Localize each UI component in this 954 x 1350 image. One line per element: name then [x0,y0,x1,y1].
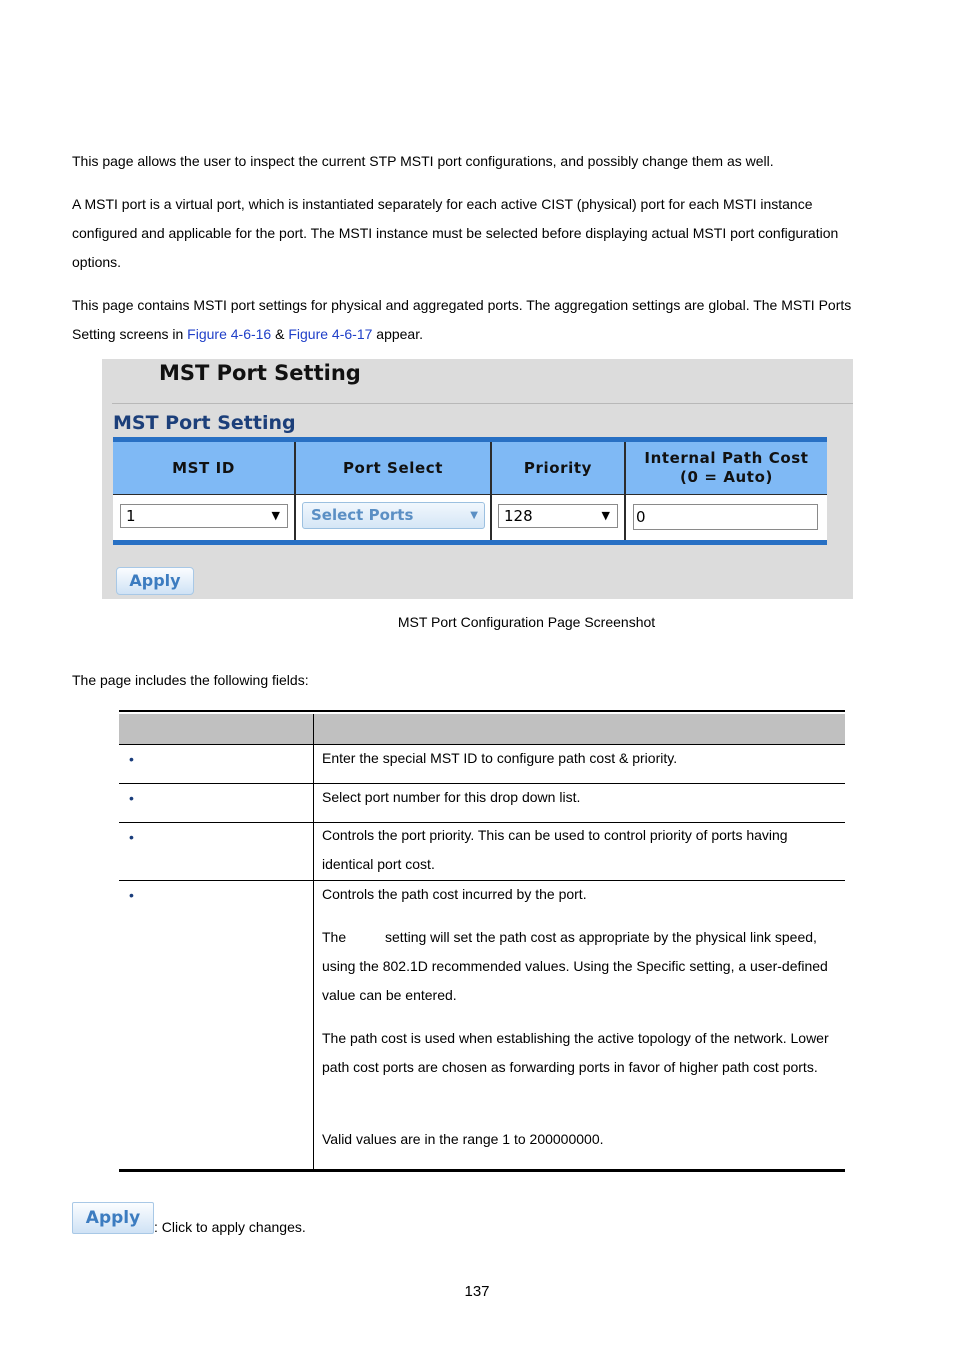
mst-id-select[interactable] [120,504,288,528]
figure-link-4-6-17[interactable]: Figure 4-6-17 [288,326,373,342]
mst-port-setting-screenshot [102,359,853,599]
mst-id-value: 1 [126,507,136,525]
page-title: MST Port Setting [159,361,361,385]
intro-paragraph-2: A MSTI port is a virtual port, which is instantiated separately for each active CIST (physical) port for each MSTI instance configured and applicable for the port. The MSTI instance must be selected before displaying actual MSTI port configuration options. [72,196,839,270]
field-description-path-cost-1: Controls the path cost incurred by the port. [322,886,587,902]
fields-intro: The page includes the following fields: [72,672,309,688]
table-bottom-rule [119,1169,845,1172]
apply-note-text: : Click to apply changes. [154,1219,306,1235]
table-row-bullet: • [129,790,134,806]
intro-paragraph-3 [72,291,887,349]
mst-port-table [113,437,827,545]
section-title: MST Port Setting [113,412,296,434]
intro-paragraph-3-text: This page contains MSTI port settings for physical and aggregated ports. The aggregation settings are global. The MSTI Ports Setting screens in [72,297,852,342]
column-divider [294,442,296,540]
page-number: 137 [464,1283,490,1300]
col-header-mst-id: MST ID [113,442,294,494]
intro-paragraph-3-end: appear. [372,326,423,342]
priority-value: 128 [504,507,533,525]
col-header-port-select: Port Select [296,442,490,494]
port-select-dropdown[interactable] [302,502,485,529]
figure-caption: MST Port Configuration Page Screenshot [397,614,656,630]
field-description-path-cost-3: The path cost is used when establishing the active topology of the network. Lower path cost ports are chosen as forwarding ports in favor of higher path cost ports. [322,1030,829,1075]
column-divider [624,442,626,540]
dropdown-arrow-icon: ▼ [470,510,478,521]
field-description-mst-id: Enter the special MST ID to configure path cost & priority. [322,750,678,766]
port-select-value: Select Ports [311,506,414,524]
priority-select[interactable] [498,504,618,528]
internal-path-cost-input[interactable]: 0 [633,504,818,530]
field-description-port-select: Select port number for this drop down list. [322,789,581,805]
field-description-path-cost-4: Valid values are in the range 1 to 200000000. [322,1131,604,1147]
field-description-priority: Controls the port priority. This can be used to control priority of ports having identical port cost. [322,827,788,872]
dropdown-arrow-icon: ▼ [271,509,280,522]
ampersand: & [271,326,289,342]
apply-button[interactable]: Apply [116,567,194,595]
table-top-rule [119,710,845,712]
dropdown-arrow-icon: ▼ [601,509,610,522]
figure-link-4-6-16[interactable]: Figure 4-6-16 [187,326,272,342]
table-row-bullet: • [129,751,134,767]
table-row-bullet: • [129,829,134,845]
col-header-priority: Priority [492,442,624,494]
column-divider [490,442,492,540]
title-divider [112,403,853,404]
col-header-internal-path-cost: Internal Path Cost (0 = Auto) [626,442,827,494]
table-row-bullet: • [129,887,134,903]
intro-paragraph-1: This page allows the user to inspect the current STP MSTI port configurations, and possibly change them as well. [72,153,774,169]
apply-button-example[interactable]: Apply [72,1202,154,1234]
header-divider [113,494,827,495]
field-description-path-cost-2: The setting will set the path cost as appropriate by the physical link speed, using the 802.1D recommended values. Using the Specific setting, a user-defined value can be entered. [322,929,832,1003]
table-header-row [119,714,845,744]
